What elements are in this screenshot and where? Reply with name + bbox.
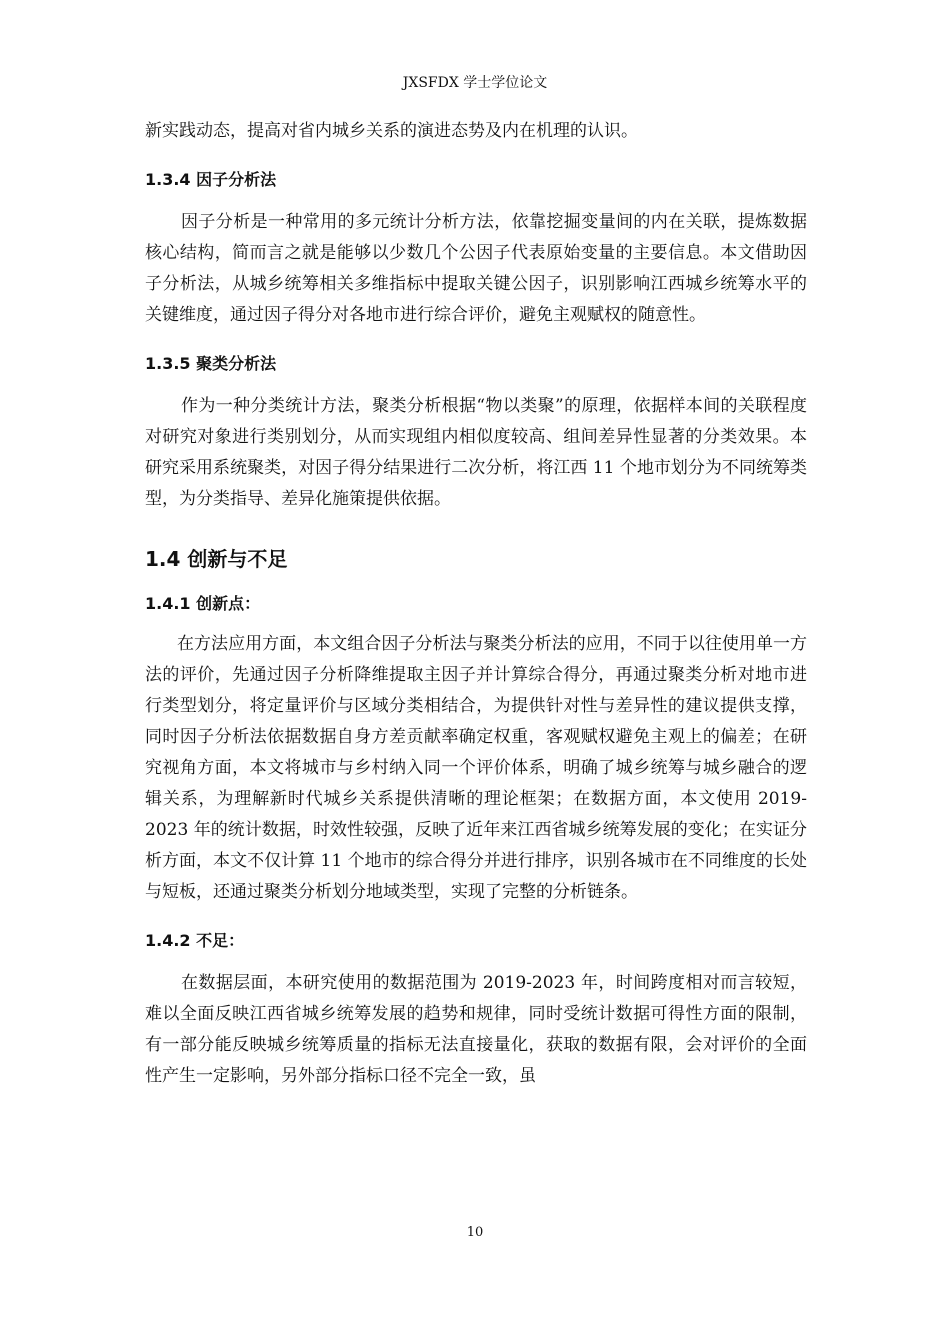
body-content bbox=[145, 114, 807, 1092]
heading-1-4: 1.4 创新与不足 bbox=[145, 547, 288, 571]
heading-1-4-2: 1.4.2 不足： bbox=[145, 931, 245, 950]
paragraph-innovations: 在方法应用方面，本文组合因子分析法与聚类分析法的应用，不同于以往使用单一方法的评价，先通过因子分析降维提取主因子并计算综合得分，再通过聚类分析对地市进行类型划分，将定量评价与区域分类相结合，为提供针对性与差异性的建议提供支撑，同时因子分析法依据数据自身方差贡献率确定权重，客观赋权避免主观上的偏差；在研究视角方面，本文将城市与乡村纳入同一个评价体系，明确了城乡统筹与城乡融合的逻辑关系，为理解新时代城乡关系提供清晰的理论框架；在数据方面，本文使用 2019-2023 年的统计数据，时效性较强，反映了近年来江西省城乡统筹发展的变化；在实证分析方面，本文不仅计算 11 个地市的综合得分并进行排序，识别各城市在不同维度的长处与短板，还通过聚类分析划分地域类型，实现了完整的分析链条。 bbox=[145, 634, 807, 902]
paragraph-cluster-analysis: 作为一种分类统计方法，聚类分析根据“物以类聚”的原理，依据样本间的关联程度对研究对象进行类别划分，从而实现组内相似度较高、组间差异性显著的分类效果。本研究采用系统聚类，对因子得分结果进行二次分析，将江西 11 个地市划分为不同统筹类型，为分类指导、差异化施策提供依据。 bbox=[145, 396, 807, 509]
running-header: JXSFDX 学士学位论文 bbox=[402, 75, 548, 91]
heading-1-3-4: 1.3.4 因子分析法 bbox=[145, 170, 277, 189]
paragraph-factor-analysis: 因子分析是一种常用的多元统计分析方法，依靠挖掘变量间的内在关联，提炼数据核心结构，简而言之就是能够以少数几个公因子代表原始变量的主要信息。本文借助因子分析法，从城乡统筹相关多维指标中提取关键公因子，识别影响江西城乡统筹水平的关键维度，通过因子得分对各地市进行综合评价，避免主观赋权的随意性。 bbox=[145, 212, 807, 325]
heading-1-3-5: 1.3.5 聚类分析法 bbox=[145, 354, 277, 373]
page-number: 10 bbox=[466, 1225, 484, 1240]
heading-1-4-1: 1.4.1 创新点： bbox=[145, 594, 261, 613]
paragraph-limitations: 在数据层面，本研究使用的数据范围为 2019-2023 年，时间跨度相对而言较短，难以全面反映江西省城乡统筹发展的趋势和规律，同时受统计数据可得性方面的限制，有一部分能反映城乡统筹质量的指标无法直接量化，获取的数据有限，会对评价的全面性产生一定影响，另外部分指标口径不完全一致，虽 bbox=[145, 973, 807, 1086]
continued-paragraph: 新实践动态，提高对省内城乡关系的演进态势及内在机理的认识。 bbox=[145, 121, 638, 141]
